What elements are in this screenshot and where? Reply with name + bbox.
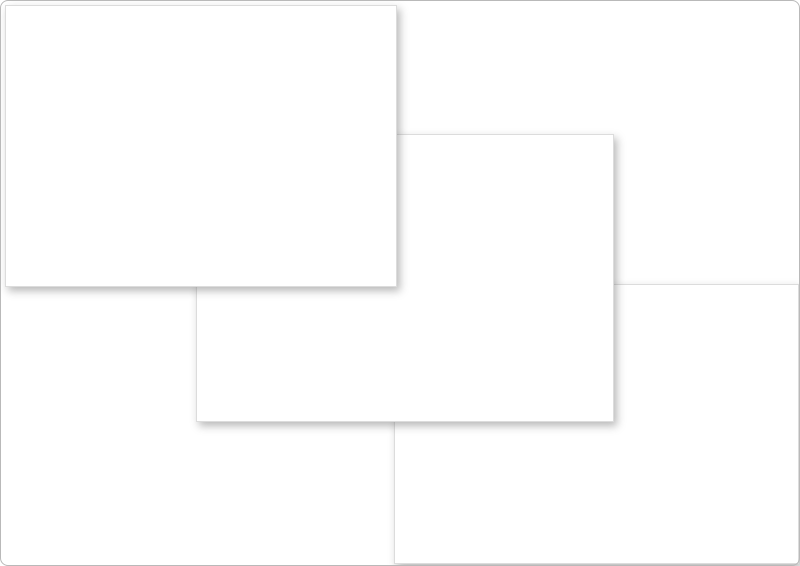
sheet-page1 xyxy=(5,5,397,287)
